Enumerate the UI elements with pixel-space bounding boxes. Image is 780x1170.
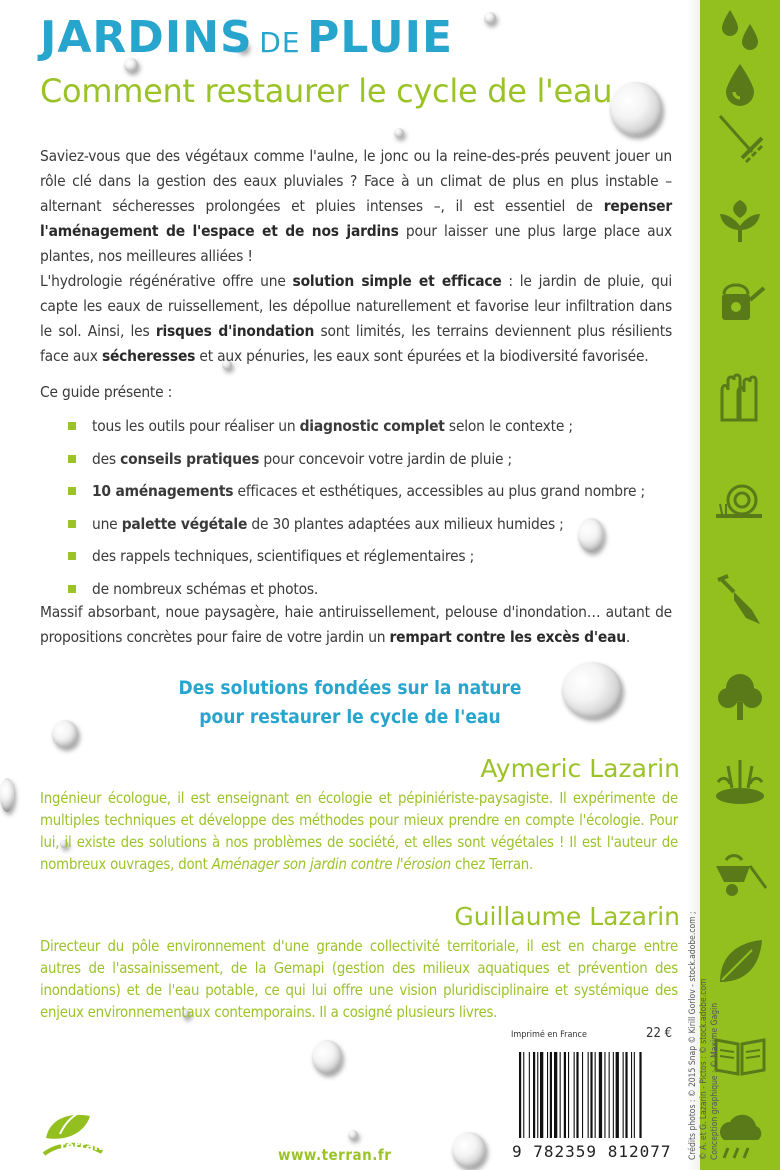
pond-icon [712, 752, 768, 808]
tagline-line-2: pour restaurer le cycle de l'eau [199, 706, 501, 728]
tagline-line-1: Des solutions fondées sur la nature [178, 677, 522, 699]
book-subtitle: Comment restaurer le cycle de l'eau [40, 72, 613, 110]
barcode-bar [634, 1052, 635, 1138]
watering-can-icon [712, 272, 768, 328]
snail-icon [712, 470, 768, 526]
list-item: des rappels techniques, scientifiques et réglementaires ; [68, 544, 678, 577]
title-de: DE [259, 26, 301, 59]
barcode-icon [517, 1052, 677, 1138]
barcode-bar [625, 1052, 627, 1138]
barcode-bar [537, 1052, 538, 1138]
water-drop-icon [712, 58, 768, 114]
barcode-bar [582, 1052, 583, 1138]
barcode-bar [631, 1052, 632, 1138]
printed-in: Imprimé en France [511, 1030, 587, 1040]
terran-logo [40, 1098, 106, 1164]
barcode-bar [590, 1052, 592, 1138]
bullet-square-icon [68, 520, 76, 528]
intro-paragraph-2: L'hydrologie régénérative offre une solution simple et efficace : le jardin de pluie, qui capte les eaux de ruissellement, les dépollue naturellement et favorise leur infiltration dans le sol. Ainsi, les risques d'inondation sont limités, les terrains deviennent plus résilients face aux sécheresses et aux pénuries, les eaux sont épurées et la biodiversité favorisée. [40, 272, 672, 365]
water-drop-decoration [348, 1130, 358, 1140]
barcode-bar [568, 1052, 569, 1138]
bullet-square-icon [68, 487, 76, 495]
website-link[interactable]: www.terran.fr [278, 1146, 392, 1164]
photo-credits: Crédits photos : © 2015 Snap © Kirill Gorlov - stock.adobe.com ; © A. et G. Lazarin - Pictos : © stock.adobe.com Conception graphique : © Maxime Gagin [688, 911, 720, 1160]
water-drops-icon [712, 2, 768, 58]
barcode-bar [595, 1052, 596, 1138]
barcode-bar [523, 1052, 524, 1138]
barcode-bar [609, 1052, 610, 1138]
list-item: 10 aménagements efficaces et esthétiques, accessibles au plus grand nombre ; [68, 479, 678, 512]
title-jardins: JARDINS [40, 12, 253, 63]
tree-icon [712, 668, 768, 724]
barcode-bar [599, 1052, 602, 1138]
barcode-bar [613, 1052, 614, 1138]
bullet-square-icon [68, 455, 76, 463]
bullet-square-icon [68, 585, 76, 593]
water-drop-decoration [394, 128, 404, 138]
rake-icon [712, 112, 768, 168]
barcode-bar [616, 1052, 619, 1138]
barcode-bar [604, 1052, 605, 1138]
intro-paragraph-1: Saviez-vous que des végétaux comme l'aulne, le jonc ou la reine-des-prés peuvent jouer un rôle clé dans la gestion des eaux pluviales ? Face à un climat de plus en plus instable – alternant sécheresses prolongées et pluies intenses –, il est essentiel de repenser l'aménagement de l'espace et de nos jardins pour laisser une plus large place aux plantes, nos meilleures alliées ! [40, 147, 672, 265]
list-item: des conseils pratiques pour concevoir votre jardin de pluie ; [68, 447, 678, 480]
guide-intro: Ce guide présente : [40, 383, 173, 401]
barcode-bar [519, 1052, 521, 1138]
barcode-bar [533, 1052, 535, 1138]
barcode-bar [576, 1052, 578, 1138]
water-drop-decoration [452, 1132, 486, 1168]
author-bio-1: Ingénieur écologue, il est enseignant en écologie et pépiniériste-paysagiste. Il expérimente de multiples techniques et développe des méthodes pour mieux prendre en compte l'écologie. Pour lui, il existe des solutions à nos problèmes de société, et elles sont végétales ! Il est l'auteur de nombreux ouvrages, dont Aménager son jardin contre l'érosion chez Terran. [40, 790, 678, 873]
barcode-bar [623, 1052, 624, 1138]
barcode-bar [547, 1052, 548, 1138]
spade-icon [712, 572, 768, 628]
author-bio-2: Directeur du pôle environnement d'une grande collectivité territoriale, il est en charge entre autres de l'assainissement, de la Gemapi (gestion des milieux aquatiques et prévention des inondations) et de l'eau potable, ce qui lui offre une vision pluridisciplinaire et systémique des enjeux environnementaux contemporains. Il a cosigné plusieurs livres. [40, 938, 678, 1021]
tagline [0, 674, 700, 732]
bullet-square-icon [68, 422, 76, 430]
barcode-bar [564, 1052, 566, 1138]
barcode-bar [574, 1052, 575, 1138]
barcode-bar [550, 1052, 552, 1138]
water-drop-decoration [0, 778, 14, 812]
barcode-bar [554, 1052, 557, 1138]
barcode-bar [540, 1052, 543, 1138]
bullet-square-icon [68, 552, 76, 560]
plant-icon [712, 190, 768, 246]
list-item: tous les outils pour réaliser un diagnostic complet selon le contexte ; [68, 414, 678, 447]
barcode-bar [588, 1052, 589, 1138]
barcode-bar [639, 1052, 641, 1138]
water-drop-decoration [610, 82, 662, 136]
barcode-bar [529, 1052, 530, 1138]
author-name-2: Guillaume Lazarin [454, 902, 680, 931]
wheelbarrow-icon [712, 848, 768, 904]
title-pluie: PLUIE [307, 12, 454, 63]
isbn: 9 782359 812077 [512, 1142, 672, 1161]
barcode-bar [560, 1052, 561, 1138]
list-item: une palette végétale de 30 plantes adaptées aux milieux humides ; [68, 512, 678, 545]
water-drop-decoration [312, 1040, 342, 1074]
svg-text:terran: terran [60, 1139, 103, 1153]
feature-list [68, 414, 678, 609]
gloves-icon [712, 370, 768, 426]
author-name-1: Aymeric Lazarin [480, 754, 680, 783]
price: 22 € [646, 1026, 673, 1041]
closing-paragraph: Massif absorbant, noue paysagère, haie antiruissellement, pelouse d'inondation… autant de propositions concrètes pour faire de votre jardin un rempart contre les excès d'eau. [40, 603, 672, 646]
list-item: de nombreux schémas et photos. [68, 577, 678, 610]
water-drop-decoration [484, 12, 496, 24]
book-title [40, 12, 453, 63]
